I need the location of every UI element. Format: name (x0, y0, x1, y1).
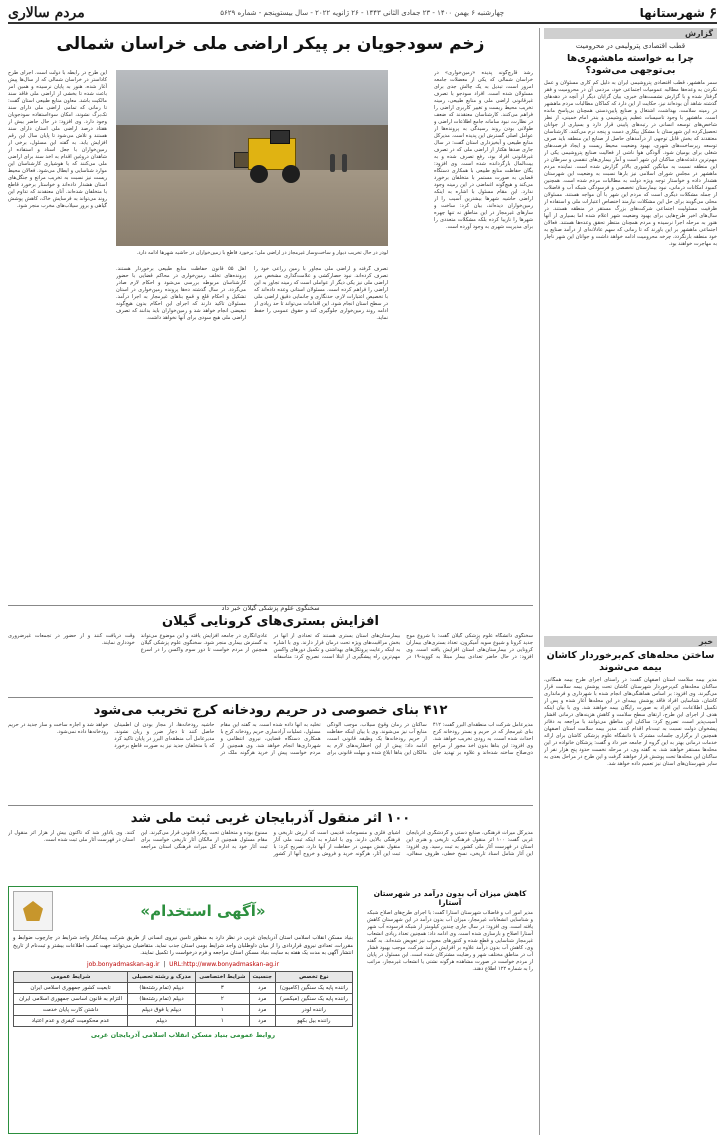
lead-column-under-left: اهل ۵۵ قانون حفاظت منابع طبیعی برخوردار هستند. پرونده‌های تخلف زمین‌خواری در محاکم قضایی با حضور کارشناسان مربوطه بررسی می‌شود و احکام لازم صادر می‌گردد. در سال گذشته ده‌ها پرونده زمین‌خواری در استان تشکیل و احکام قلع و قمع بناهای غیرمجاز به اجرا درآمد. مسئولان تاکید دارند که اجرای این احکام بدون هیچ‌گونه تبعیضی انجام خواهد شد و زمین‌خواران باید بدانند که تصرف اراضی ملی هیچ سودی برای آنها نخواهد داشت. (116, 266, 246, 322)
table-cell: دیپلم (تمام رشته‌ها) (128, 993, 196, 1004)
table-row (14, 982, 353, 993)
table-cell: راننده پایه یک سنگین (کامیون) (275, 982, 352, 993)
report-title: چرا به خواسته ماهشهری‌ها بی‌توجهی می‌شود؟ (566, 53, 695, 76)
ad-intro: بنیاد مسکن انقلاب اسلامی استان آذربایجان غربی در نظر دارد به منظور تامین نیروی انسانی از طریق شرکت پیمانکار واجد شرایط در چارچوب ضوابط و مقررات، تعدادی نیروی قراردادی را از میان داوطلبان واجد شرایط بومی استان جذب نماید. متقاضیان می‌توانند جهت کسب اطلاعات بیشتر و ثبت‌نام از تاریخ انتشار آگهی به مدت یک هفته به سایت بنیاد مسکن استان مراجعه و فرم درخواست را تکمیل نمایند. (13, 935, 353, 957)
lead-photo (116, 70, 388, 246)
corona-body: سخنگوی دانشگاه علوم پزشکی گیلان گفت: با شروع موج جدید کرونا و شیوع سویه اُمیکرون، تعداد بستری‌های بیماران کرونایی در بیمارستان‌های استان افزایش یافته است. وی افزود: در حال حاضر تعدادی بیمار مبتلا به کووید-۱۹ در بیمارستان‌های استان بستری هستند که تعدادی از آنها در بخش مراقبت‌های ویژه تحت درمان قرار دارند. وی با اشاره به اینکه رعایت پروتکل‌های بهداشتی و تکمیل دوزهای واکسن مهم‌ترین راه پیشگیری از ابتلا است، تصریح کرد: متاسفانه عادی‌انگاری در جامعه افزایش یافته و این موضوع می‌تواند به گسترش بیماری منجر شود. سخنگوی علوم پزشکی گیلان همچنین از مردم خواست تا دوز سوم واکسن را در اسرع وقت دریافت کنند و از حضور در تجمعات غیرضروری خودداری نمایند. (8, 633, 533, 661)
karaj-article (8, 701, 533, 801)
loader-wheel (282, 165, 300, 183)
ad-header (13, 891, 353, 931)
table-cell: ۲ (195, 993, 249, 1004)
table-cell: ۳ (195, 982, 249, 993)
lead-column-right: رشد قارچ‌گونه پدیده «زمین‌خواری» در خراسان شمالی که یکی از معضلات جامعه امروز است، تبدیل به یک چالش جدی برای مسئولان شده است. افراد سودجو با تصرف غیرقانونی اراضی ملی و منابع طبیعی، زمینه تخریب محیط زیست و تغییر کاربری اراضی را فراهم می‌کنند. کارشناسان معتقدند که ضعف در نظارت، نبود سامانه جامع اطلاعات اراضی و طولانی بودن روند رسیدگی به پرونده‌ها از عوامل اصلی گسترش این پدیده است. مدیرکل منابع طبیعی و آبخیزداری استان گفت: در سال جاری صدها هکتار از اراضی ملی که در تصرف غیرقانونی افراد بود، رفع تصرف شده و به بیت‌المال بازگردانده شده است. وی افزود: یگان حفاظت منابع طبیعی با همکاری دستگاه قضایی به صورت مستمر با متخلفان برخورد می‌کند و هیچ‌گونه اغماضی در این زمینه وجود ندارد. این مقام مسئول با اشاره به اینکه اراضی حاشیه شهرها بیشترین آسیب را از زمین‌خواران دیده‌اند، بیان کرد: ساخت و سازهای غیرمجاز در این مناطق نه تنها چهره شهرها را نازیبا کرده بلکه مشکلات متعددی را برای مدیریت شهری به وجود آورده است. (434, 70, 533, 231)
news-body: مدیر بیمه سلامت استان اصفهان گفت: در راستای اجرای طرح بیمه همگانی، ساکنان محله‌های کم‌برخوردار شهرستان کاشان تحت پوشش بیمه سلامت قرار می‌گیرند. وی افزود: بر اساس هماهنگی‌های انجام شده با شهرداری و فرمانداری کاشان، شناسایی افراد فاقد پوشش بیمه‌ای در این محله‌ها آغاز شده و پس از تکمیل اطلاعات، این افراد به صورت رایگان بیمه خواهند شد. وی با بیان اینکه هدف از اجرای این طرح، ارتقای سطح سلامت و کاهش هزینه‌های درمانی اقشار آسیب‌پذیر است، تصریح کرد: ساکنان این مناطق می‌توانند با مراجعه به دفاتر پیشخوان دولت نسبت به ثبت‌نام اقدام کنند. مدیر بیمه سلامت استان اصفهان همچنین از برگزاری جلسات مشترک با دانشگاه علوم پزشکی کاشان برای ارائه خدمات درمانی بهتر به این گروه از جامعه خبر داد و گفت: پزشکان خانواده در این محله‌ها مستقر خواهند شد. به گفته وی، در مرحله نخست حدود پنج هزار نفر از ساکنان این محله‌ها تحت پوشش قرار خواهند گرفت و این طرح در مراحل بعدی به سایر شهرستان‌های استان نیز تعمیم داده خواهد شد. (544, 676, 717, 767)
table-cell: ۱ (195, 1004, 249, 1015)
table-header: شرایط اختصاصی (195, 971, 249, 982)
azerbaijan-title: ۱۰۰ اثر منقول آذربایجان غربی ثبت ملی شد (130, 811, 411, 826)
photo-person (342, 154, 347, 172)
section-label: شهرستانها (639, 6, 705, 20)
lead-title: زخم سودجویان بر پیکر اراضی ملی خراسان شمالی (56, 34, 485, 54)
job-advertisement (8, 886, 358, 1134)
table-cell: مرد (249, 993, 275, 1004)
table-cell: مرد (249, 1004, 275, 1015)
page-number: ۶ (708, 4, 717, 22)
newspaper-logo: مردم سالاری (8, 5, 85, 21)
dateline: چهارشنبه ۶ بهمن ۱۴۰۰ - ۲۳ جمادی الثانی ۱۴۴۳ - ۲۶ ژانویه ۲۰۲۲ - سال بیستوپنجم - شماره ۵۶۲۹ (220, 9, 505, 17)
table-cell: عدم محکومیت کیفری و عدم اعتیاد (14, 1015, 128, 1026)
section-heading (640, 4, 717, 22)
ad-url[interactable]: URL:http://www.bonyadmaskan-ag.ir (169, 960, 280, 968)
karaj-title: ۴۱۲ بنای خصوصی در حریم رودخانه کرج تخریب می‌شود (93, 703, 448, 718)
table-cell: مرد (249, 1015, 275, 1026)
jobs-table (13, 971, 353, 1027)
table-row (14, 1004, 353, 1015)
news-tag: خبر (544, 636, 717, 647)
table-cell: دیپلم (128, 1015, 196, 1026)
divider (8, 805, 533, 806)
ad-title: «آگهی استخدام» (140, 902, 266, 920)
loader-cab (270, 130, 290, 144)
corona-title: افزایش بستری‌های کرونایی گیلان (162, 614, 379, 629)
lead-column-under-right: تصرف گرفته و اراضی ملی مجاور با زمین زراعی خود را تصرف کرده‌اند. نبود حصارکشی و علامت‌گذاری مشخص مرز اراضی ملی نیز یکی دیگر از عواملی است که زمینه تجاوز به این اراضی را فراهم کرده است. مسئولان استانی وعده داده‌اند که با تخصیص اعتبارات لازم، حدنگاری و جانمایی دقیق اراضی ملی در سطح استان انجام شود. این اقدامات می‌تواند تا حد زیادی از ادامه روند زمین‌خواری جلوگیری کند و حقوق عمومی را حفظ نماید. (254, 266, 388, 322)
table-header: مدرک و رشته تحصیلی (128, 971, 196, 982)
ad-footer: روابط عمومی بنیاد مسکن انقلاب اسلامی آذربایجان غربی (90, 1030, 276, 1039)
table-header: جنسیت (249, 971, 275, 982)
photo-caption: لودر در حال تخریب دیوار و ساخت‌وساز غیرمجاز در اراضی ملی؛ برخورد قاطع با زمین‌خواران در حاشیه شهرها ادامه دارد. (136, 250, 388, 256)
astara-body: مدیر امور آب و فاضلاب شهرستان آستارا گفت: با اجرای طرح‌های اصلاح شبکه و شناسایی انشعابات غیرمجاز، میزان آب بدون درآمد در این شهرستان کاهش یافته است. وی افزود: در سال جاری چندین کیلومتر از شبکه فرسوده آب شهر آستارا اصلاح و بازسازی شده است. وی ادامه داد: همچنین تعداد زیادی انشعاب غیرمجاز شناسایی و قطع شده و کنتورهای معیوب نیز تعویض شده‌اند. به گفته وی، کاهش آب بدون درآمد علاوه بر افزایش درآمد شرکت، موجب بهبود فشار آب در مناطق مختلف شهر و رضایت مشترکان شده است. این مسئول در پایان از مردم خواست در صورت مشاهده هرگونه نشتی یا انشعاب غیرمجاز، مراتب را به شماره ۱۲۲ اطلاع دهند. (367, 910, 533, 973)
table-header: نوع تخصص (275, 971, 352, 982)
table-cell: دیپلم یا فوق دیپلم (128, 1004, 196, 1015)
table-cell: ۱ (195, 1015, 249, 1026)
foundation-logo-icon (13, 891, 53, 931)
astara-article (367, 886, 533, 1134)
photo-person (330, 154, 335, 172)
table-row (14, 993, 353, 1004)
azerbaijan-article (8, 809, 533, 883)
report-tag: گزارش (544, 28, 717, 39)
azerbaijan-body: مدیرکل میراث فرهنگی، صنایع دستی و گردشگری آذربایجان غربی گفت: ۱۰۰ اثر منقول فرهنگی، تاریخی و هنری این استان در فهرست آثار ملی کشور به ثبت رسید. وی افزود: این آثار شامل اسناد تاریخی، نسخ خطی، ظروف سفالی، اشیای فلزی و منسوجات قدیمی است که ارزش تاریخی و فرهنگی بالایی دارند. وی با اشاره به اینکه ثبت ملی آثار منقول نقش مهمی در حفاظت از آنها دارد، تصریح کرد: با ثبت این آثار، هرگونه خرید و فروش و خروج آنها از کشور ممنوع بوده و متخلفان تحت پیگرد قانونی قرار می‌گیرند. این مقام مسئول همچنین از مالکان آثار تاریخی خواست برای ثبت آثار خود به اداره کل میراث فرهنگی استان مراجعه کنند. وی یادآور شد که تاکنون بیش از هزار اثر منقول از استان در فهرست آثار ملی ثبت شده است. (8, 830, 533, 858)
loader-vehicle (234, 130, 312, 185)
table-header-row (14, 971, 353, 982)
table-cell: مرد (249, 982, 275, 993)
table-cell: التزام به قانون اساسی جمهوری اسلامی ایران (14, 993, 128, 1004)
page-header (8, 4, 717, 24)
table-cell: راننده پایه یک سنگین (میکسر) (275, 993, 352, 1004)
corona-article (8, 604, 533, 694)
ad-links: job.bonyadmaskan-ag.ir | URL:http://www.bonyadmaskan-ag.ir (86, 960, 280, 968)
lead-column-left: این طرح در رابطه با دولت است. اجرای طرح کاداستر در خراسان شمالی که از سال‌ها پیش آغاز شده، هنوز به پایان نرسیده و همین امر باعث شده تا بخشی از اراضی ملی فاقد سند مالکیت باشد. معاون منابع طبیعی استان گفت: تا زمانی که تمامی اراضی ملی دارای سند تک‌برگ نشوند، امکان سوءاستفاده سودجویان وجود دارد. وی افزود: در حال حاضر بیش از هفتاد درصد اراضی ملی استان دارای سند هستند و تلاش می‌شود تا پایان سال این رقم افزایش یابد. به گفته این مسئول، برخی از زمین‌خواران با جعل اسناد و استفاده از شاهدان دروغین اقدام به اخذ سند برای اراضی ملی می‌کنند که با هوشیاری کارشناسان این موارد شناسایی و ابطال می‌شود. فعالان محیط زیست نیز نسبت به تخریب مراتع و جنگل‌های استان هشدار داده‌اند و خواستار برخورد قاطع با متخلفان شده‌اند. آنان معتقدند که تداوم این روند می‌تواند به فرسایش خاک، کاهش پوشش گیاهی و بروز سیلاب‌های مخرب منجر شود. (8, 70, 107, 210)
report-body: سمر ماهشهر، قطب اقتصادی پتروشیمی ایران به دلیل کم کاری مسئولان و عمل نکردن به وعده‌ها مطالبه عمومیات اجتماعی خود، مردمی آن در محرومیت و فقر گرفتار شده و با گزارش نشست‌های خبری، بیان گرایان دیگر از آنچه در دهه‌های گذشته شاهد آن بوده‌اند نیز، حکایت از این دارد که کماکان مطالبات مردم ماهشهر در زمینه سلامت، بهداشت، اشتغال و صنایع پایین‌دستی همچنان بی‌پاسخ مانده است. ماهشهر با وجود تاسیسات عظیم پتروشیمی و بندر امام خمینی، از نظر شاخص‌های توسعه انسانی در رتبه‌های پایینی قرار دارد و بسیاری از جوانان تحصیل‌کرده این شهرستان با مشکل بیکاری دست و پنجه نرم می‌کنند. کارشناسان معتقدند که بخش قابل توجهی از درآمدهای حاصل از صنایع این منطقه باید صرف توسعه زیرساخت‌های شهری، بهبود وضعیت محیط زیست و ایجاد فرصت‌های شغلی برای بومیان شود. آلودگی هوا ناشی از فعالیت صنایع پتروشیمی یکی از مهم‌ترین دغدغه‌های ساکنان این شهر است و آمار بیماری‌های تنفسی و سرطان در این منطقه نسبت به میانگین کشوری بالاتر گزارش شده است. نماینده مردم ماهشهر در مجلس شورای اسلامی نیز بارها نسبت به وضعیت این شهرستان هشدار داده و خواستار توجه ویژه دولت به مطالبات مردم شده است. همچنین کمبود امکانات درمانی، نبود بیمارستان تخصصی و فرسودگی شبکه آب و فاضلاب از جمله مشکلات دیگری است که مردم این شهر با آن مواجه هستند. مسئولان محلی می‌گویند برای حل این مشکلات نیازمند اختصاص اعتبارات ملی و استفاده از ظرفیت مسئولیت اجتماعی شرکت‌های بزرگ مستقر در منطقه هستند. در سال‌های اخیر طرح‌هایی برای بهبود وضعیت شهر اعلام شده اما بسیاری از آنها هنوز به مرحله اجرا نرسیده و مردم همچنان منتظر تحقق وعده‌ها هستند. فعالان اجتماعی ماهشهر بر این باورند که تا زمانی که سهم عادلانه‌ای از درآمد صنایع به خود منطقه بازنگردد، چرخه محرومیت ادامه خواهد داشت و جوانان این شهر ناچار به مهاجرت خواهند بود. (544, 79, 717, 248)
table-row (14, 1015, 353, 1026)
astara-title: کاهش میزان آب بدون درآمد در شهرستان آستارا (373, 889, 527, 907)
photo-sky (116, 70, 388, 125)
table-cell: تابعیت کشور جمهوری اسلامی ایران (14, 982, 128, 993)
table-header: شرایط عمومی (14, 971, 128, 982)
lead-article (8, 34, 533, 606)
loader-wheel (250, 165, 268, 183)
report-kicker: قطب اقتصادی پترولیمی در محرومیت (575, 42, 686, 50)
main-content (8, 28, 533, 1135)
table-cell: داشتن کارت پایان خدمت (14, 1004, 128, 1015)
table-cell: راننده لودر (275, 1004, 352, 1015)
table-cell: دیپلم (تمام رشته‌ها) (128, 982, 196, 993)
corona-kicker: سخنگوی علوم پزشکی گیلان خبر داد (221, 604, 320, 612)
sidebar-column (539, 28, 717, 1135)
news-title: ساختن محله‌های کم‌برخوردار کاشان بیمه می‌شوند (546, 649, 715, 673)
table-cell: راننده بیل بکهو (275, 1015, 352, 1026)
ad-email[interactable]: job.bonyadmaskan-ag.ir (86, 960, 160, 968)
divider (8, 697, 533, 698)
logo-mark (23, 901, 43, 921)
karaj-body: مدیرعامل شرکت آب منطقه‌ای البرز گفت: ۴۱۲ بنای غیرمجاز که در حریم و بستر رودخانه کرج احداث شده است، به زودی تخریب خواهد شد. وی افزود: این بناها بدون اخذ مجوز از مراجع ذی‌صلاح ساخته شده‌اند و علاوه بر تهدید جان ساکنان در زمان وقوع سیلاب، موجب آلودگی منابع آب نیز می‌شوند. وی با بیان اینکه حفاظت از حریم رودخانه‌ها یک وظیفه قانونی است، ادامه داد: پیش از این اخطاریه‌های لازم به مالکان این بناها ابلاغ شده و مهلت قانونی برای تخلیه به آنها داده شده است. به گفته این مقام مسئول، عملیات آزادسازی حریم رودخانه کرج با همکاری دستگاه قضایی، نیروی انتظامی و شهرداری‌ها انجام خواهد شد. وی همچنین از مردم خواست پیش از خرید هرگونه ملک در حاشیه رودخانه‌ها، از مجاز بودن آن اطمینان حاصل کنند تا دچار ضرر و زیان نشوند. مدیرعامل آب منطقه‌ای البرز در پایان تاکید کرد که با متخلفان جدید نیز به صورت قاطع برخورد خواهد شد و اجازه ساخت و ساز جدید در حریم رودخانه‌ها داده نمی‌شود. (8, 722, 533, 757)
